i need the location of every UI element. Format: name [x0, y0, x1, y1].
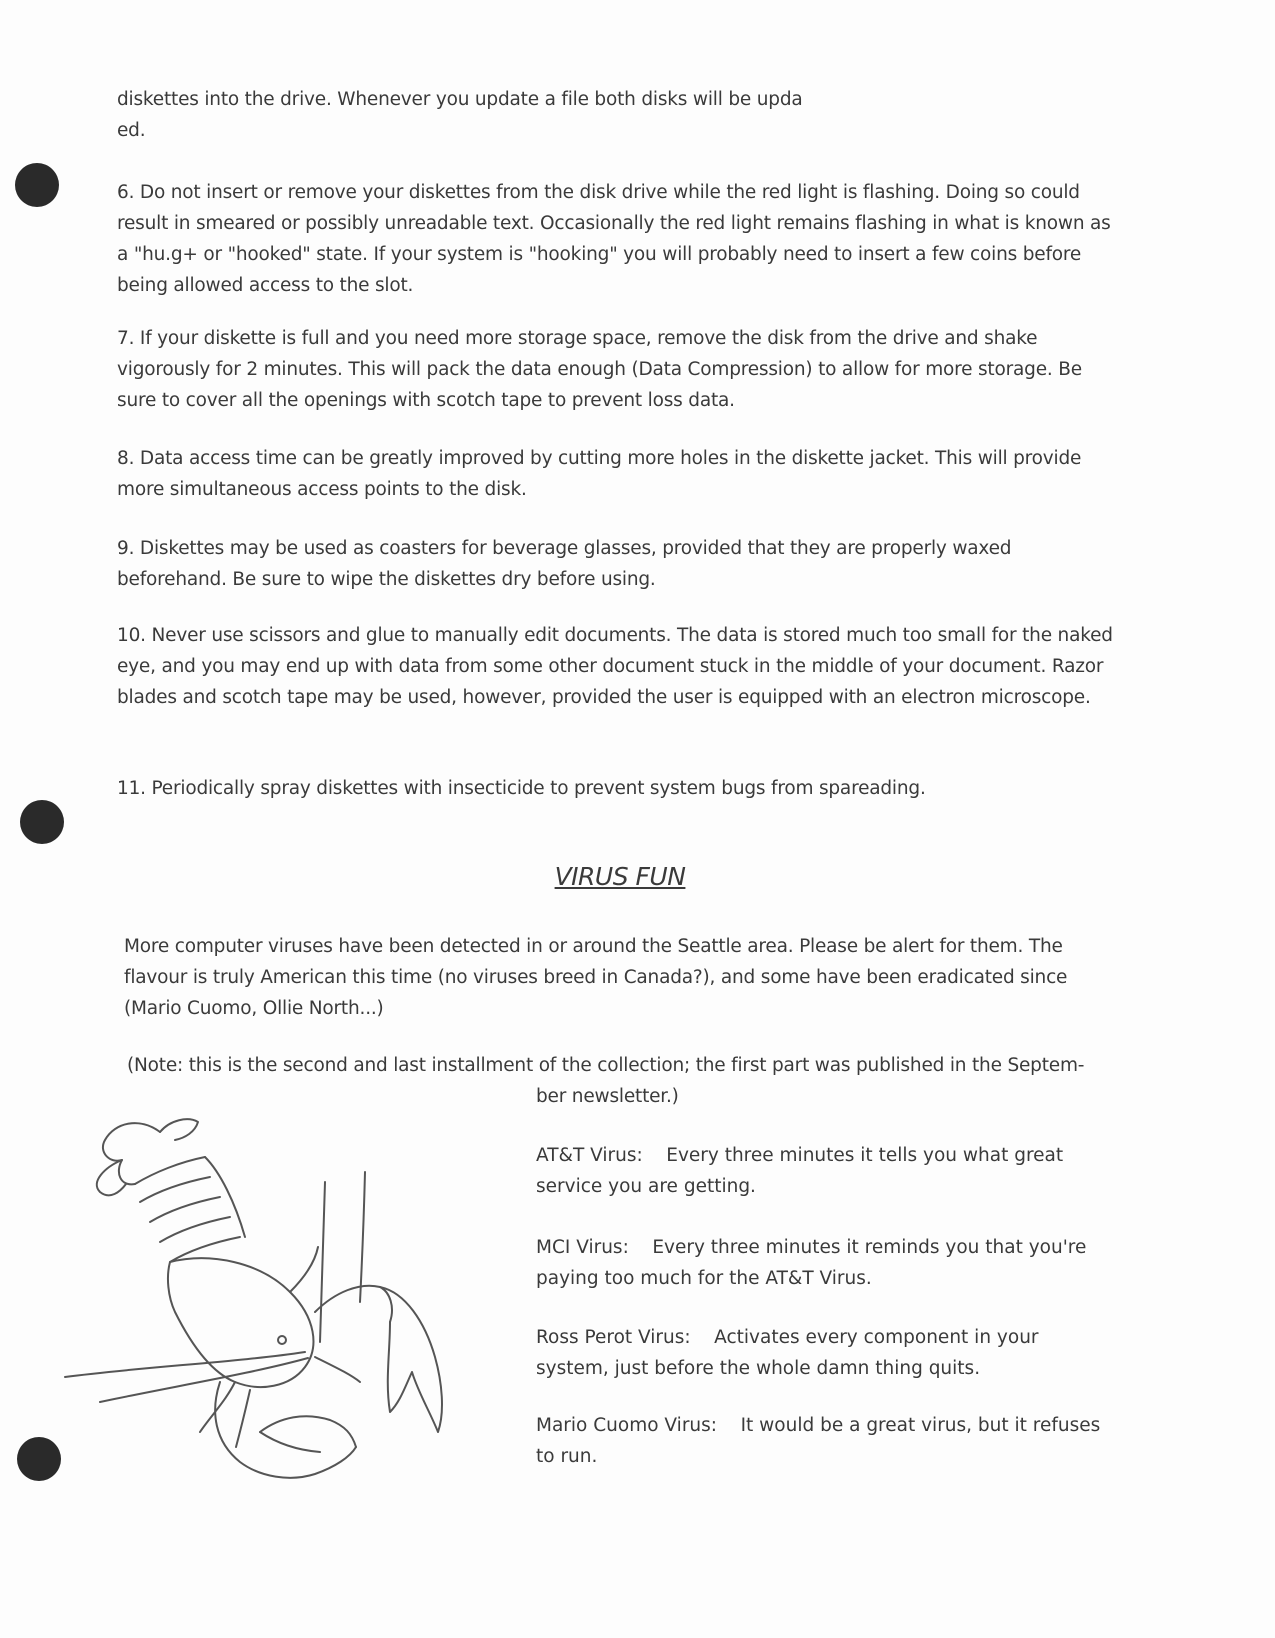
lobster-illustration: [60, 1112, 500, 1497]
note-line-1: (Note: this is the second and last installment of the collection; the first part was published in the Septem-: [127, 1055, 1085, 1076]
tip-10: [117, 620, 1117, 713]
binder-hole-middle: [20, 800, 64, 844]
virus-desc: Every three minutes it tells you what great service you are getting.: [536, 1145, 1064, 1197]
tip-text: 9. Diskettes may be used as coasters for beverage glasses, provided that they are properly waxed beforehand. Be sure to wipe the diskettes dry before using.: [117, 538, 1012, 590]
tip-text: 8. Data access time can be greatly improved by cutting more holes in the diskette jacket. This will provide more simultaneous access points to the disk.: [117, 448, 1082, 500]
virus-entry: [536, 1232, 1106, 1294]
virus-desc: It would be a great virus, but it refuses to run.: [536, 1415, 1101, 1467]
section-intro: [124, 931, 1124, 1024]
binder-hole-top: [15, 163, 59, 207]
tip-8: [117, 443, 1117, 505]
tip-text: 7. If your diskette is full and you need more storage space, remove the disk from the drive and shake vigorously for 2 minutes. This will pack the data enough (Data Compression) to allow for more storage. Be sure to cover all the openings with scotch tape to prevent loss data.: [117, 328, 1082, 411]
section-heading: VIRUS FUN: [554, 862, 686, 891]
tip-text: 11. Periodically spray diskettes with insecticide to prevent system bugs from spareading.: [117, 778, 926, 799]
tip-6: [117, 177, 1117, 301]
tip-7: [117, 323, 1117, 416]
binder-hole-bottom: [17, 1437, 61, 1481]
virus-name: Mario Cuomo Virus:: [536, 1415, 718, 1436]
intro-line-2: ed.: [117, 120, 146, 141]
virus-desc: Activates every component in your system, just before the whole damn thing quits.: [536, 1327, 1039, 1379]
tip-text: 6. Do not insert or remove your diskettes from the disk drive while the red light is flashing. Doing so could result in smeared or possibly unreadable text. Occasionally the red light remains flashing in what is known as a "hu.g+ or "hooked" state. If your system is "hooking" you will probably need to insert a few coins before being allowed access to the slot.: [117, 182, 1111, 296]
virus-name: AT&T Virus:: [536, 1145, 643, 1166]
virus-name: Ross Perot Virus:: [536, 1327, 691, 1348]
virus-entry: [536, 1322, 1106, 1384]
virus-name: MCI Virus:: [536, 1237, 629, 1258]
virus-desc: Every three minutes it reminds you that you're paying too much for the AT&T Virus.: [536, 1237, 1087, 1289]
tip-9: [117, 533, 1117, 595]
intro-line-1: diskettes into the drive. Whenever you update a file both disks will be upda: [117, 89, 803, 110]
note-line-2: ber newsletter.): [536, 1086, 679, 1107]
tip-11: [117, 773, 1117, 804]
virus-entry: [536, 1140, 1106, 1202]
virus-entry: [536, 1410, 1106, 1472]
tip-text: 10. Never use scissors and glue to manually edit documents. The data is stored much too small for the naked eye, and you may end up with data from some other document stuck in the middle of your document. Razor blades and scotch tape may be used, however, provided the user is equipped with an electron microscope.: [117, 625, 1113, 708]
intro-continuation: [117, 84, 1117, 146]
section-intro-text: More computer viruses have been detected in or around the Seattle area. Please be alert for them. The flavour is truly American this time (no viruses breed in Canada?), and some have been eradicated since (Mario Cuomo, Ollie North...): [124, 936, 1068, 1019]
